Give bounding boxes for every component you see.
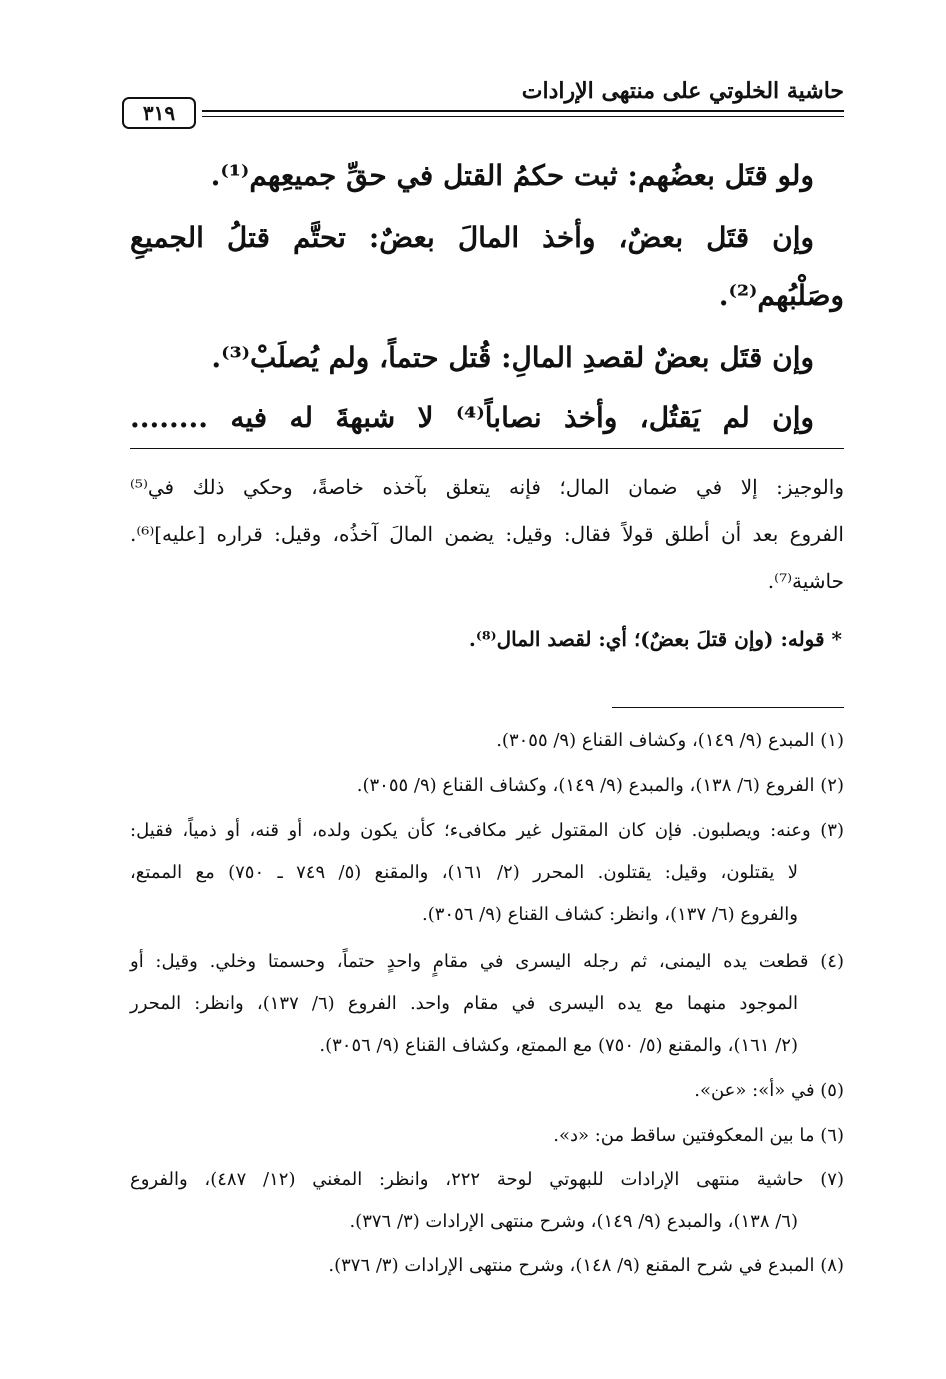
text-separator: [130, 448, 844, 449]
commentary-line: [469, 624, 842, 654]
footnote-line: (٨) المبدع في شرح المقنع (٩/ ١٤٨)، وشرح منتهى الإرادات (٣/ ٣٧٦).: [328, 1255, 844, 1276]
footnote-line: (٥) في «أ»: «عن».: [694, 1080, 844, 1101]
footnote-rule: [612, 707, 844, 708]
footnote-line: والفروع (٦/ ١٣٧)، وانظر: كشاف القناع (٩/ ٣٠٥٦).: [421, 904, 798, 925]
main-text-line: وإن لم يَقتُل، وأخذ نصاباً⁽⁴⁾ لا شبهةَ له فيه ........: [130, 401, 815, 434]
footnote-line: (٣) وعنه: ويصلبون. فإن كان المقتول غير مكافىء؛ كأن يكون ولده، أو قنه، أو ذمياً، فقيل:: [130, 820, 844, 841]
footnote-line: (٢) الفروع (٦/ ١٣٨)، والمبدع (٩/ ١٤٩)، وكشاف القناع (٩/ ٣٠٥٥).: [356, 775, 844, 796]
header-rule-thin: [202, 116, 844, 117]
commentary-line: والوجيز: إلا في ضمان المال؛ فإنه يتعلق بآخذه خاصةً، وحكي ذلك في⁽⁵⁾: [130, 475, 844, 499]
footnote-line: الموجود منهما مع يده اليسرى في مقام واحد. الفروع (٦/ ١٣٧)، وانظر: المحرر: [130, 993, 798, 1014]
footnote-line: (٧) حاشية منتهى الإرادات للبهوتي لوحة ٢٢٢، وانظر: المغني (١٢/ ٤٨٧)، والفروع: [130, 1169, 844, 1190]
footnote-line: (٦/ ١٣٨)، والمبدع (٩/ ١٤٩)، وشرح منتهى الإرادات (٣/ ٣٧٦).: [349, 1211, 798, 1232]
footnote-line: (٦) ما بين المعكوفتين ساقط من: «د».: [553, 1125, 844, 1146]
header-rule: [202, 110, 844, 112]
main-text-line: وإن قتَل بعضٌ لقصدِ المالِ: قُتل حتماً، ولم يُصلَبْ⁽³⁾.: [211, 341, 814, 374]
footnote-line: لا يقتلون، وقيل: يقتلون. المحرر (٢/ ١٦١)، والمقنع (٥/ ٧٤٩ ـ ٧٥٠) مع الممتع،: [130, 862, 798, 883]
commentary-bold-line: * قوله: (وإن قتلَ بعضٌ)؛ أي: لقصد المال⁽⁸⁾.: [468, 627, 842, 651]
page-number: ٣١٩: [122, 97, 196, 129]
commentary-line: الفروع بعد أن أطلق قولاً فقال: وقيل: يضمن المالَ آخذُه، وقيل: قراره [عليه]⁽⁶⁾.: [130, 522, 844, 546]
footnote-line: (٤) قطعت يده اليمنى، ثم رجله اليسرى في مقامٍ واحدٍ حتماً، وحسمتا وخلي. وقيل: أو: [130, 951, 844, 972]
main-text-line: وصَلْبُهم⁽²⁾.: [718, 279, 844, 312]
commentary-line: حاشية⁽⁷⁾.: [767, 569, 844, 593]
footnote-line: (١) المبدع (٩/ ١٤٩)، وكشاف القناع (٩/ ٣٠٥٥).: [496, 730, 844, 751]
footnote-line: (٢/ ١٦١)، والمقنع (٥/ ٧٥٠) مع الممتع، وكشاف القناع (٩/ ٣٠٥٦).: [319, 1035, 798, 1056]
running-title: حاشية الخلوتي على منتهى الإرادات: [521, 78, 844, 104]
main-text-line: وإن قتَل بعضٌ، وأخذ المالَ بعضٌ: تحتَّم قتلُ الجميعِ: [130, 221, 814, 254]
main-text-line: ولو قتَل بعضُهم: ثبت حكمُ القتل في حقِّ جميعِهم⁽¹⁾.: [210, 159, 814, 192]
